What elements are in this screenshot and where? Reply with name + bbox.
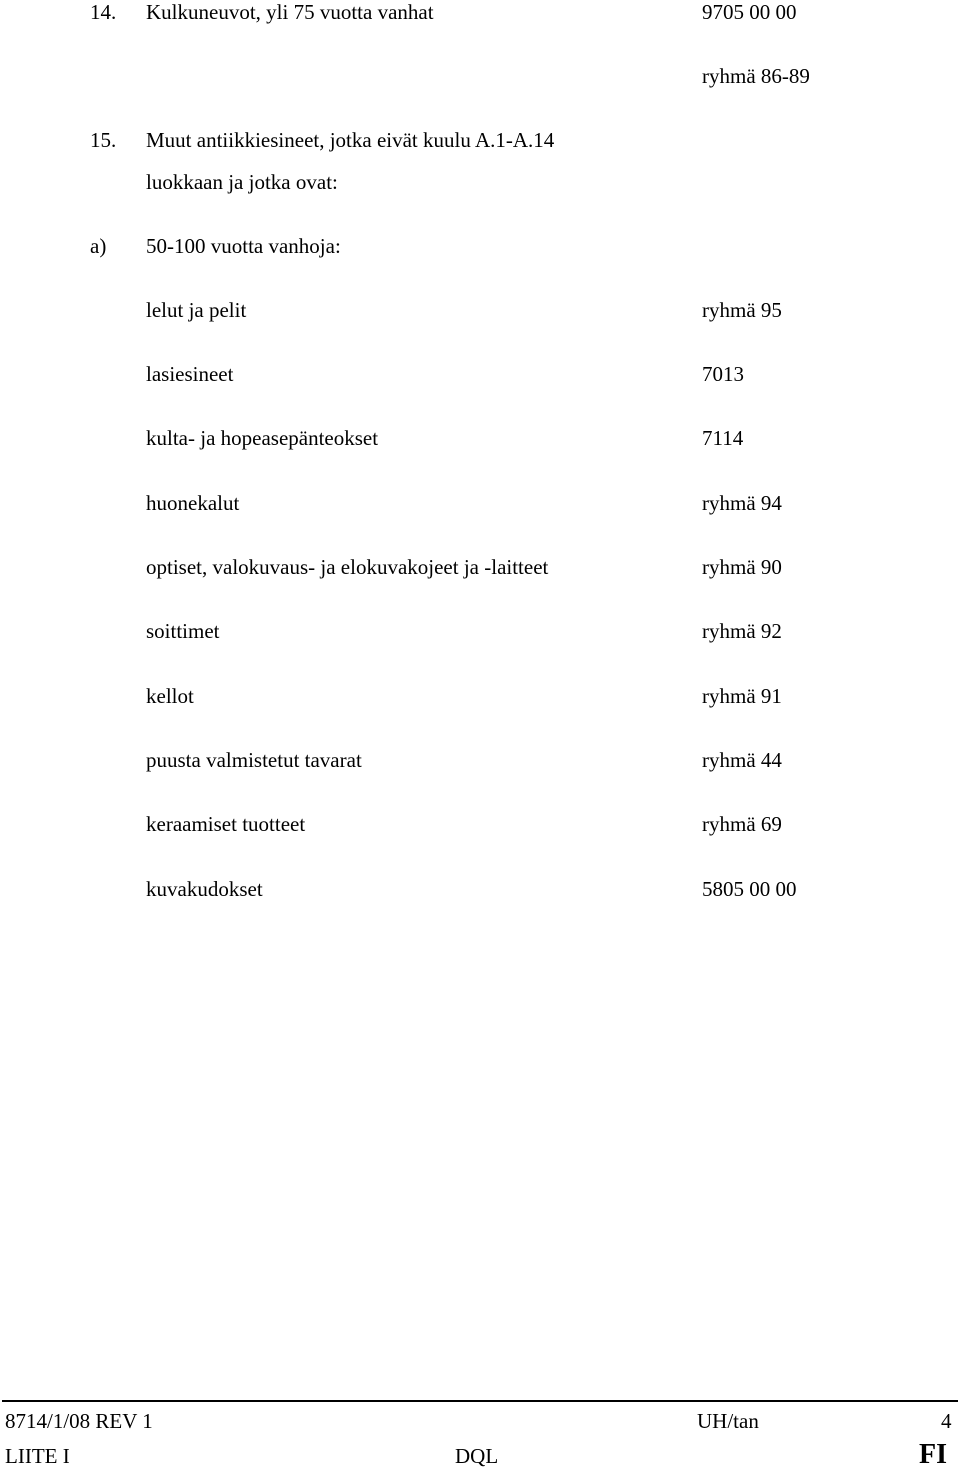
row-code: ryhmä 90: [702, 555, 782, 579]
row-text: kellot: [146, 684, 194, 708]
item-14-extra-code: ryhmä 86-89: [702, 64, 810, 88]
footer-doc-ref: 8714/1/08 REV 1: [5, 1409, 153, 1433]
row-text: optiset, valokuvaus- ja elokuvakojeet ja -laitteet: [146, 555, 549, 579]
row-text: huonekalut: [146, 491, 240, 515]
sub-a-text: 50-100 vuotta vanhoja:: [146, 234, 341, 258]
row-text: kulta- ja hopeasepänteokset: [146, 426, 379, 450]
item-14-number: 14.: [90, 0, 117, 24]
footer-dept: DQL: [455, 1444, 499, 1468]
row-code: ryhmä 95: [702, 298, 782, 322]
item-15-text-line1: Muut antiikkiesineet, jotka eivät kuulu A.1-A.14: [146, 128, 555, 152]
row-text: kuvakudokset: [146, 877, 263, 901]
row-code: 5805 00 00: [702, 877, 797, 901]
row-code: ryhmä 91: [702, 684, 782, 708]
row-code: ryhmä 94: [702, 491, 782, 515]
sub-a-label: a): [90, 234, 107, 258]
row-code: ryhmä 69: [702, 812, 782, 836]
row-text: lelut ja pelit: [146, 298, 247, 322]
row-text: keraamiset tuotteet: [146, 812, 306, 836]
row-code: ryhmä 92: [702, 619, 782, 643]
footer-language-code: FI: [919, 1439, 947, 1470]
item-15-text-line2: luokkaan ja jotka ovat:: [146, 170, 338, 194]
row-text: puusta valmistetut tavarat: [146, 748, 362, 772]
item-14-text: Kulkuneuvot, yli 75 vuotta vanhat: [146, 0, 434, 24]
row-text: soittimet: [146, 619, 220, 643]
row-code: 7013: [702, 362, 744, 386]
footer-annex: LIITE I: [5, 1444, 70, 1468]
row-code: ryhmä 44: [702, 748, 782, 772]
footer-page-number: 4: [941, 1409, 952, 1433]
footer-divider: [2, 1400, 958, 1402]
row-text: lasiesineet: [146, 362, 234, 386]
footer-initials: UH/tan: [697, 1409, 759, 1433]
item-15-number: 15.: [90, 128, 117, 152]
item-14-code: 9705 00 00: [702, 0, 797, 24]
row-code: 7114: [702, 426, 744, 450]
